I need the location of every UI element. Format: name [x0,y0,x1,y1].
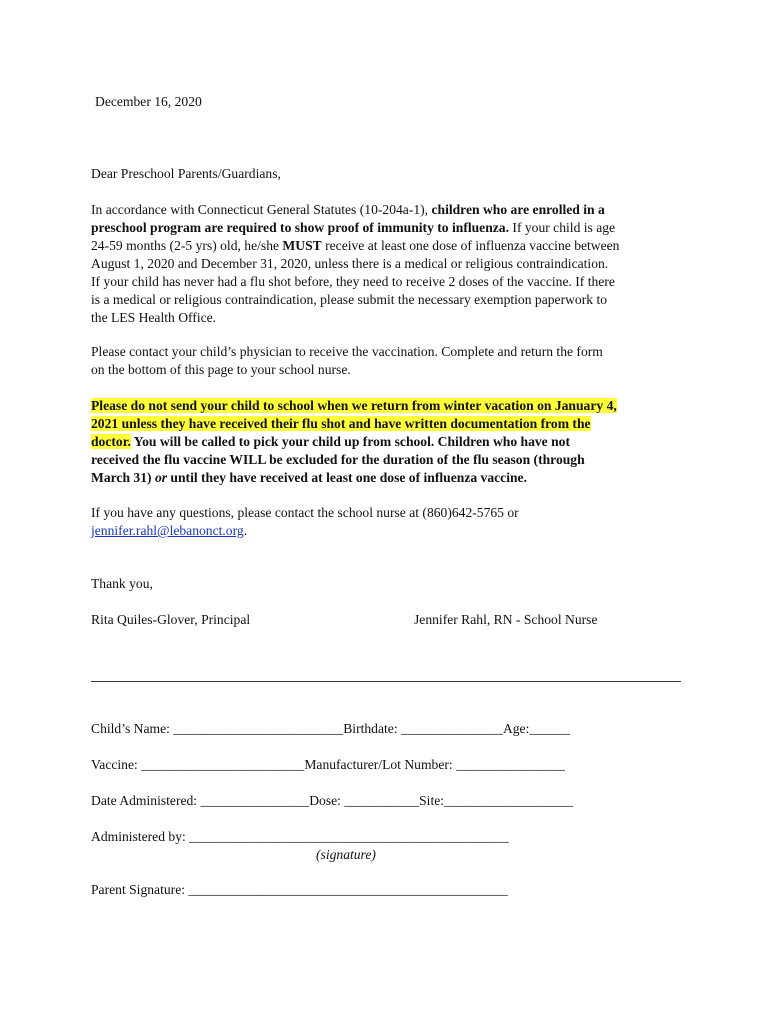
p3-line-5 [91,469,691,487]
paragraph-contact-physician [91,343,691,379]
parent-signature-field[interactable]: Parent Signature: _______________________________________________ [91,882,508,897]
paragraph-statute [91,201,691,327]
p4-line-1: If you have any questions, please contact the school nurse at (860)642-5765 or [91,505,519,520]
p1-line-6: is a medical or religious contraindication, please submit the necessary exemption paperwork to [91,292,608,307]
p3-line-1 [91,397,691,415]
highlighted-text: doctor. [91,434,131,449]
p1-line-4: August 1, 2020 and December 31, 2020, unless there is a medical or religious contraindication. [91,256,609,271]
p1-line-5: If your child has never had a flu shot before, they need to receive 2 doses of the vaccine. If there [91,274,615,289]
p3-italic-or: or [154,470,168,485]
p3-text: until they have received at least one dose of influenza vaccine. [167,470,527,485]
p1-line-2 [91,219,691,237]
p1-bold: children who are enrolled in a [431,202,605,217]
closing: Thank you, [91,576,153,591]
p4-line-2 [91,522,691,540]
p3-text: March 31) [91,470,155,485]
p1-text: In accordance with Connecticut General Statutes (10-204a-1), [91,202,432,217]
p4-period: . [243,523,248,538]
tear-off-divider [91,681,681,682]
p3-line-4: received the flu vaccine WILL be excluded for the duration of the flu season (through [91,452,585,467]
letter-date: December 16, 2020 [95,94,202,109]
p2-line-1: Please contact your child’s physician to receive the vaccination. Complete and return the form [91,344,603,359]
highlighted-text: Please do not send your child to school when we return from winter vacation on January 4, [91,398,617,413]
p2-line-2: on the bottom of this page to your school nurse. [91,362,351,377]
p1-text: receive at least one dose of influenza vaccine between [321,238,620,253]
child-name-birthdate-age-field[interactable]: Child’s Name: _________________________Birthdate: _______________Age:______ [91,721,571,736]
vaccine-manufacturer-field[interactable]: Vaccine: ________________________Manufacturer/Lot Number: ________________ [91,757,565,772]
administered-by-field[interactable]: Administered by: _______________________________________________ [91,829,509,844]
signature-caption: (signature) [316,847,376,862]
p1-line-7: the LES Health Office. [91,310,217,325]
p1-bold: preschool program are required to show proof of immunity to influenza. [91,220,510,235]
p1-text: 24-59 months (2-5 yrs) old, he/she [91,238,283,253]
paragraph-questions [91,504,691,540]
nurse-signature-line: Jennifer Rahl, RN - School Nurse [414,612,598,627]
p3-text: You will be called to pick your child up from school. Children who have not [130,434,570,449]
highlighted-text: 2021 unless they have received their flu shot and have written documentation from the [91,416,591,431]
paragraph-exclusion-warning [91,397,691,487]
principal-signature-line: Rita Quiles-Glover, Principal [91,612,251,627]
p3-line-3 [91,433,691,451]
p3-line-2 [91,415,691,433]
date-dose-site-field[interactable]: Date Administered: ________________Dose: ___________Site:___________________ [91,793,574,808]
p1-bold-must: MUST [282,238,322,253]
p1-text: If your child is age [509,220,616,235]
nurse-email-link[interactable]: jennifer.rahl@lebanonct.org [91,523,244,538]
p1-line-1 [91,201,691,219]
salutation: Dear Preschool Parents/Guardians, [91,166,281,181]
p1-line-3 [91,237,691,255]
